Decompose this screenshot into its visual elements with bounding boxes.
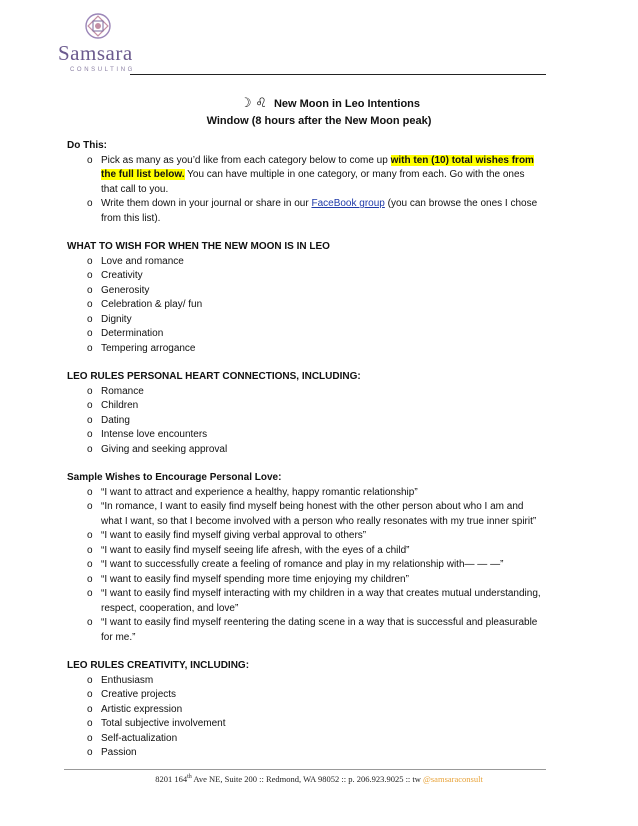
list-item-text: Giving and seeking approval	[101, 443, 228, 455]
list-item-text: Romance	[101, 385, 144, 397]
list-item	[67, 342, 542, 357]
list-item-text: Determination	[101, 328, 164, 339]
bullet: o	[87, 198, 93, 209]
logo-subtitle: CONSULTING	[70, 67, 135, 73]
heart-section-heading: LEO RULES PERSONAL HEART CONNECTIONS, INCLUDING:	[67, 371, 361, 382]
list-item	[67, 298, 542, 313]
list-item	[67, 327, 542, 342]
list-item	[67, 255, 542, 270]
company-logo	[58, 12, 138, 90]
list-item	[67, 746, 542, 761]
list-item	[67, 717, 542, 732]
list-item-text: “I want to easily find myself giving verbal approval to others”	[101, 530, 367, 541]
bullet: o	[87, 299, 93, 310]
bullet: o	[87, 154, 93, 166]
creativity-section-heading: LEO RULES CREATIVITY, INCLUDING:	[67, 660, 250, 671]
list-item-text: Love and romance	[101, 255, 184, 267]
bullet: o	[87, 313, 93, 325]
wish-section-heading: WHAT TO WISH FOR WHEN THE NEW MOON IS IN LEO	[67, 241, 330, 252]
bullet: o	[87, 342, 93, 354]
bullet: o	[87, 732, 93, 744]
list-item-text: “I want to successfully create a feeling of romance and play in my relationship with— — —”	[101, 559, 504, 570]
footer-address: Ave NE, Suite 200 :: Redmond, WA 98052 :: p. 206.923.9025 :: tw	[191, 774, 424, 784]
list-item	[67, 616, 542, 645]
list-item-text: Creativity	[101, 270, 143, 281]
list-item	[67, 732, 542, 747]
bullet: o	[87, 486, 93, 498]
footer-divider	[64, 769, 546, 770]
list-item-text: Total subjective involvement	[101, 718, 226, 729]
list-item-text: Tempering arrogance	[101, 342, 196, 354]
list-item-text: “In romance, I want to easily find myself being honest with the other person about who I am and what I want, so that I become involved with a person who really resonates with my true inner spirit”	[101, 501, 537, 527]
list-item: o Pick as many as you’d like from each category below to come up with ten (10) total wishes from the full list below. You can have multiple in one category, or many from each. Go with the ones that call to you.	[87, 154, 534, 195]
wish-list	[67, 255, 542, 357]
list-item-text: Passion	[101, 747, 137, 758]
bullet: o	[87, 270, 93, 281]
list-item	[67, 414, 542, 429]
bullet: o	[87, 747, 93, 758]
list-item	[67, 573, 542, 588]
document-title	[0, 94, 638, 130]
title-line-1: New Moon in Leo Intentions	[273, 98, 421, 110]
list-item	[67, 500, 542, 529]
bullet: o	[87, 284, 93, 296]
bullet: o	[87, 689, 93, 700]
footer-ordinal: th	[187, 774, 192, 781]
list-item	[67, 385, 542, 400]
list-item	[67, 688, 542, 703]
bullet: o	[87, 501, 93, 512]
list-item	[67, 558, 542, 573]
bullet: o	[87, 703, 93, 715]
samples-list	[67, 486, 542, 646]
logo-name: Samsara	[58, 41, 133, 65]
twitter-handle-link[interactable]: @samsaraconsult	[423, 774, 483, 784]
bullet: o	[87, 588, 93, 599]
list-item-text: Enthusiasm	[101, 674, 154, 686]
bullet: o	[87, 443, 93, 455]
bullet: o	[87, 559, 93, 570]
list-item-text: “I want to easily find myself reentering the dating scene in a way that is successful and pleasurable for me.”	[101, 617, 538, 643]
list-item-text: “I want to easily find myself interacting with my children in a way that creates mutual understanding, respect, cooperation, and love”	[101, 588, 541, 614]
highlighted-text: with ten (10) total wishes from the full list below.	[101, 154, 534, 180]
footer-address-number: 8201 164	[155, 774, 188, 784]
list-item	[67, 529, 542, 544]
creativity-list	[67, 674, 542, 761]
document-body	[67, 139, 542, 761]
list-item	[67, 313, 542, 328]
list-item	[67, 544, 542, 559]
lotus-mandala-icon	[84, 12, 112, 40]
list-item-text: Creative projects	[101, 689, 177, 700]
list-item	[67, 486, 542, 501]
list-item-text: Generosity	[101, 284, 150, 296]
bullet: o	[87, 674, 93, 686]
samples-section-heading: Sample Wishes to Encourage Personal Love:	[67, 472, 282, 483]
list-item	[67, 269, 542, 284]
bullet: o	[87, 385, 93, 397]
bullet: o	[87, 573, 93, 585]
bullet: o	[87, 429, 93, 440]
list-item-text: Self-actualization	[101, 732, 178, 744]
bullet: o	[87, 617, 93, 628]
list-item-text: Intense love encounters	[101, 429, 208, 440]
list-item	[67, 587, 542, 616]
list-item-text: “I want to easily find myself seeing life afresh, with the eyes of a child”	[101, 544, 410, 556]
title-line-2: Window (8 hours after the New Moon peak)	[206, 115, 432, 127]
facebook-group-link[interactable]: FaceBook group	[311, 198, 385, 209]
list-item-text: “I want to easily find myself spending more time enjoying my children”	[101, 573, 409, 585]
bullet: o	[87, 414, 93, 426]
header-divider	[130, 74, 546, 75]
list-item	[67, 284, 542, 299]
list-item-text: “I want to attract and experience a healthy, happy romantic relationship”	[101, 486, 418, 498]
list-item	[67, 703, 542, 718]
list-item: o Write them down in your journal or share in our FaceBook group (you can browse the ones I chose from this list).	[87, 198, 538, 224]
list-item-text: Dignity	[101, 313, 132, 325]
footer	[0, 774, 638, 784]
list-item	[67, 399, 542, 414]
list-item-text: Celebration & play/ fun	[101, 299, 203, 310]
list-item-text: Artistic expression	[101, 703, 183, 715]
heart-list	[67, 385, 542, 458]
list-item	[67, 428, 542, 443]
list-item-text: Children	[101, 400, 139, 411]
list-item-text: Dating	[101, 414, 130, 426]
do-this-heading: Do This:	[67, 140, 107, 151]
list-item	[67, 674, 542, 689]
list-item	[67, 443, 542, 458]
bullet: o	[87, 400, 93, 411]
moon-leo-icon: ☽ ♌	[239, 95, 267, 110]
bullet: o	[87, 255, 93, 267]
bullet: o	[87, 544, 93, 556]
bullet: o	[87, 530, 93, 541]
bullet: o	[87, 718, 93, 729]
bullet: o	[87, 328, 93, 339]
